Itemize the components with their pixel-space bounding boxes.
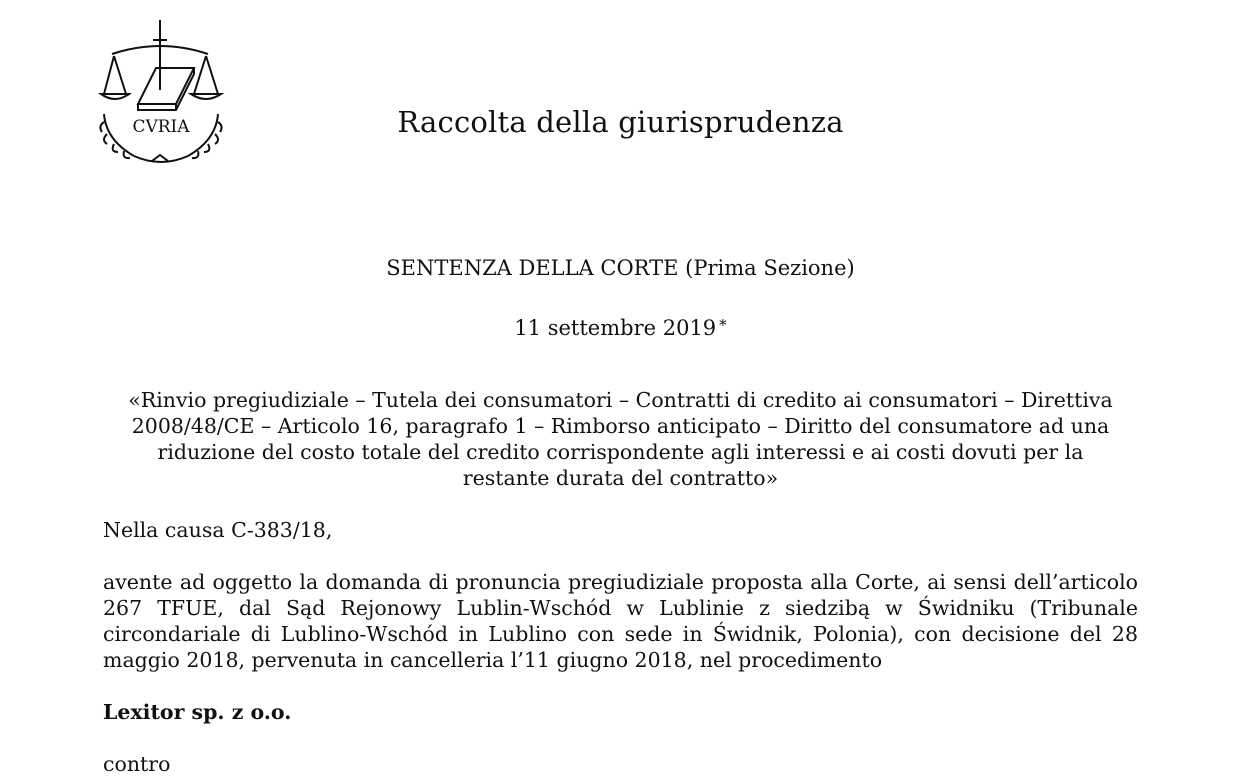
versus-label: contro [103, 752, 171, 776]
logo-text: CVRIA [132, 117, 190, 137]
reference-paragraph: avente ad oggetto la domanda di pronuncia pregiudiziale proposta alla Corte, ai sensi dell’articolo 267 TFUE, dal Sąd Rejonowy Lublin‑Wschód w Lublinie z siedzibą w Świdniku (Tribunale circondariale di Lublino‑Wschód in Lublino con sede in Świdnik, Polonia), con decisione del 28 maggio 2018, pervenuta in cancelleria l’11 giugno 2018, nel procedimento [103, 570, 1138, 672]
judgment-date-line [0, 311, 1241, 342]
applicant-party: Lexitor sp. z o.o. [103, 700, 292, 724]
judgment-date: 11 settembre 2019 [514, 316, 717, 340]
curia-logo [98, 18, 228, 166]
collection-title: Raccolta della giurisprudenza [397, 105, 844, 139]
footnote-marker[interactable]: * [719, 316, 727, 334]
scales-of-justice-icon [98, 18, 228, 166]
judgment-title: SENTENZA DELLA CORTE (Prima Sezione) [386, 256, 855, 280]
keywords-summary: «Rinvio pregiudiziale – Tutela dei consumatori – Contratti di credito ai consumatori – Direttiva 2008/48/CE – Articolo 16, paragrafo 1 – Rimborso anticipato – Diritto del consumatore ad una riduzione del costo totale del credito corrispondente agli interessi e ai costi dovuti per la restante durata del contratto» [128, 388, 1113, 490]
case-intro: Nella causa C‑383/18, [103, 518, 333, 542]
